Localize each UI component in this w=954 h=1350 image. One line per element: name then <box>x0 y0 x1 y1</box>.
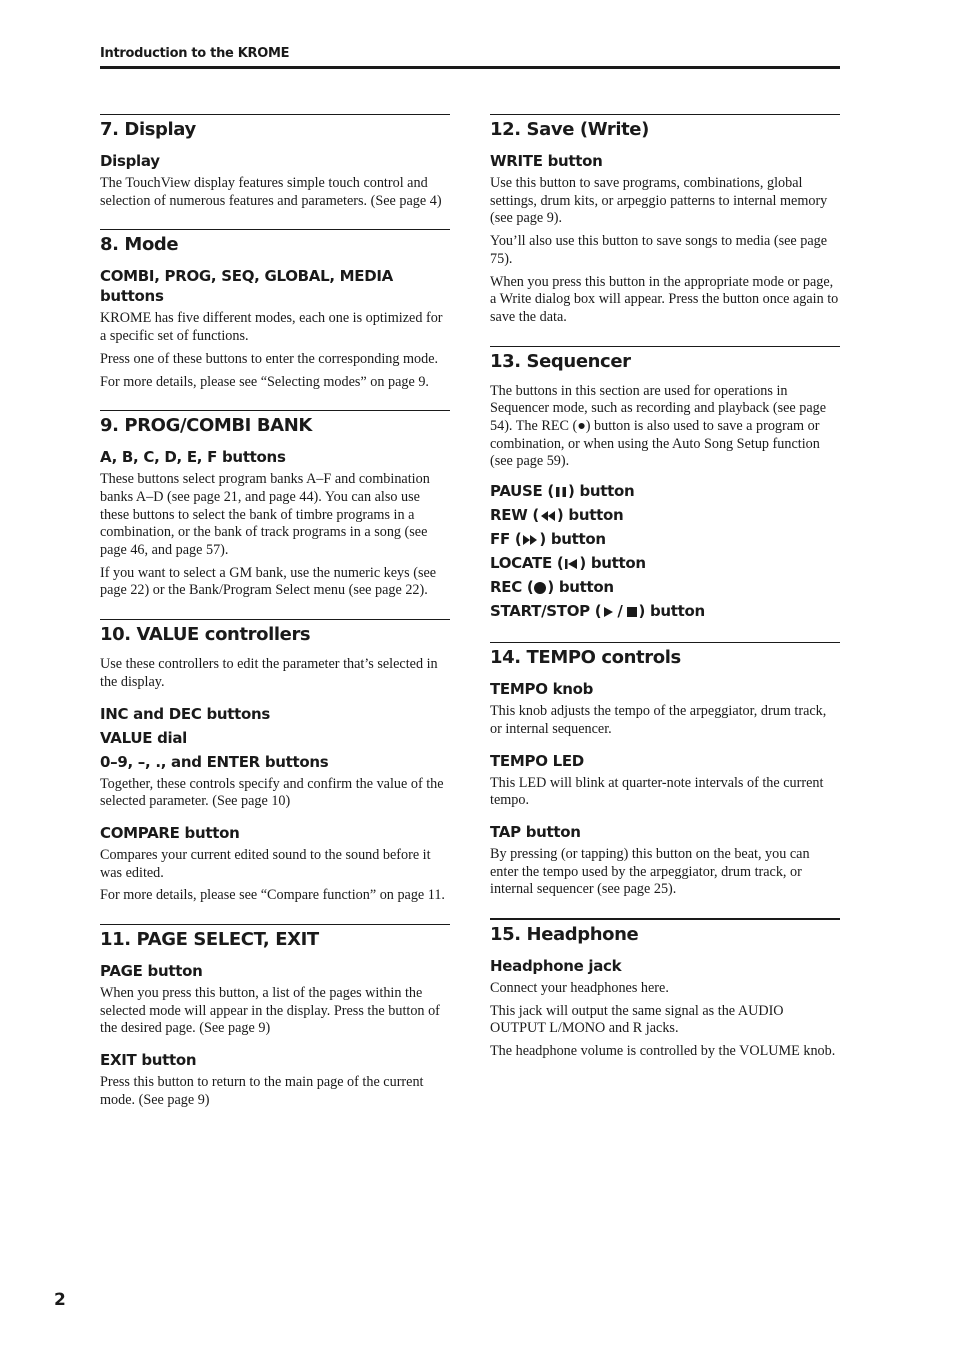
paragraph: Connect your headphones here. <box>490 980 669 997</box>
right-column <box>490 114 840 1080</box>
section-headphone <box>490 918 840 1061</box>
paragraph: The TouchView display features simple touch control and selection of numerous features and parameters. (See page 4) <box>100 175 442 209</box>
section-page-select-exit <box>100 924 450 1110</box>
subheading: VALUE dial <box>100 728 188 747</box>
paragraph: This LED will blink at quarter-note intervals of the current tempo. <box>490 774 824 809</box>
section-prog-combi-bank <box>100 410 450 600</box>
paragraph: The headphone volume is controlled by the VOLUME knob. <box>490 1043 836 1060</box>
paragraph: Press one of these buttons to enter the corresponding mode. <box>100 350 439 367</box>
section-sequencer <box>490 346 840 624</box>
pause-button-label: PAUSE ( ) button <box>490 482 635 501</box>
paragraph: When you press this button, a list of the pages within the selected mode will appear in the display. Press the button of the desired page. (See page 9) <box>100 985 440 1037</box>
section-title: 14. TEMPO controls <box>490 647 681 669</box>
stop-icon <box>625 605 639 619</box>
paragraph: Press this button to return to the main page of the current mode. (See page 9) <box>100 1074 424 1108</box>
header-rule <box>100 66 840 69</box>
subheading: PAGE button <box>100 962 203 981</box>
left-column <box>100 114 450 1129</box>
subheading: TAP button <box>490 822 581 841</box>
section-mode <box>100 229 450 391</box>
paragraph: Use these controllers to edit the parameter that’s selected in the display. <box>100 656 438 690</box>
subheading: 0–9, –, ., and ENTER buttons <box>100 752 329 771</box>
section-title: 13. Sequencer <box>490 350 631 372</box>
paragraph: Use this button to save programs, combinations, global settings, drum kits, or arpeggio patterns to internal memory (see page 9). <box>490 175 828 227</box>
running-header: Introduction to the KROME <box>100 46 290 61</box>
section-title: 10. VALUE controllers <box>100 624 311 646</box>
section-title: 9. PROG/COMBI BANK <box>100 415 312 437</box>
fast-forward-icon <box>521 533 539 547</box>
paragraph: These buttons select program banks A–F and combination banks A–D (see page 21, and page 44). You can also use these buttons to select the bank of timbre programs in a combination, or the bank of track programs in a song (see page 46, and page 57). <box>100 471 430 559</box>
paragraph: KROME has five different modes, each one is optimized for a specific set of functions. <box>100 310 443 345</box>
pause-icon <box>554 485 568 499</box>
paragraph: This jack will output the same signal as the AUDIO OUTPUT L/MONO and R jacks. <box>490 1002 784 1037</box>
rewind-icon <box>539 509 557 523</box>
paragraph: For more details, please see “Selecting modes” on page 9. <box>100 373 429 390</box>
record-icon <box>533 581 547 595</box>
section-value-controllers <box>100 619 450 905</box>
paragraph: By pressing (or tapping) this button on the beat, you can enter the tempo used by the arpeggiator, drum track, or internal sequencer (see page 25). <box>490 845 810 898</box>
paragraph: When you press this button in the appropriate mode or page, a Write dialog box will appear. Press the button once again to save the data. <box>490 273 839 325</box>
section-title: 8. Mode <box>100 234 179 256</box>
subheading: WRITE button <box>490 152 603 170</box>
subheading: COMPARE button <box>100 823 240 842</box>
rew-button-label: REW ( ) button <box>490 506 624 525</box>
paragraph: This knob adjusts the tempo of the arpeggiator, drum track, or internal sequencer. <box>490 703 827 737</box>
section-title: 7. Display <box>100 119 196 140</box>
section-tempo-controls <box>490 642 840 899</box>
paragraph: If you want to select a GM bank, use the numeric keys (see page 22) or the Bank/Program Select menu (see page 22). <box>100 564 437 599</box>
subheading: A, B, C, D, E, F buttons <box>100 448 286 467</box>
paragraph: Compares your current edited sound to the sound before it was edited. <box>100 846 431 881</box>
play-icon <box>601 605 615 619</box>
paragraph: For more details, please see “Compare function” on page 11. <box>100 887 445 904</box>
ff-button-label: FF ( ) button <box>490 530 606 549</box>
section-title: 11. PAGE SELECT, EXIT <box>100 929 319 951</box>
paragraph: The buttons in this section are used for operations in Sequencer mode, such as recording and playback (see page 54). The REC (●) button is also used to save a program or combination, or when using the Auto Song Setup function (see page 59). <box>490 382 827 470</box>
section-display <box>100 114 450 210</box>
subheading: EXIT button <box>100 1051 197 1070</box>
locate-button-label: LOCATE ( ) button <box>490 554 646 573</box>
rec-button-label: REC ( ) button <box>490 578 614 597</box>
page-number: 2 <box>54 1290 66 1310</box>
paragraph: You’ll also use this button to save songs to media (see page 75). <box>490 233 828 267</box>
start-stop-button-label: START/STOP ( / ) button <box>490 602 705 621</box>
subheading: TEMPO knob <box>490 680 594 699</box>
subheading: Headphone jack <box>490 957 622 976</box>
subheading: COMBI, PROG, SEQ, GLOBAL, MEDIA buttons <box>100 267 393 306</box>
subheading: Display <box>100 152 160 170</box>
section-title: 15. Headphone <box>490 924 639 946</box>
section-save-write <box>490 114 840 327</box>
locate-icon <box>563 557 579 571</box>
subheading: INC and DEC buttons <box>100 704 271 723</box>
section-title: 12. Save (Write) <box>490 119 649 140</box>
subheading: TEMPO LED <box>490 751 584 770</box>
paragraph: Together, these controls specify and confirm the value of the selected parameter. (See page 10) <box>100 775 444 810</box>
